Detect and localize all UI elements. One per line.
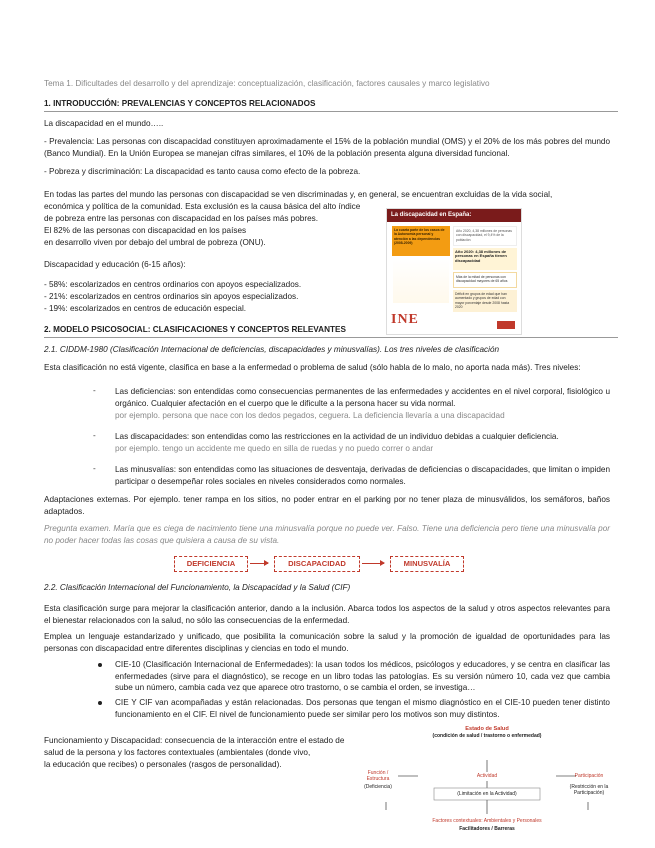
discrimination-line-3: de pobreza entre las personas con discapacidad en los países más pobres. [44,214,318,223]
ine-badge [497,321,515,329]
cif-participation-sub: (Restricción en la Participación) [569,784,609,796]
funcionamiento-line-2: salud de la persona y los factores contextuales (ambientales (donde vivo, [44,748,311,757]
dash-bullet: - [93,464,96,473]
infographic-illustration [393,259,449,303]
education-item: - 19%: escolarizados en centros de educación especial. [44,304,247,313]
infographic-card: La cuarta parte de los casos de la Autonomía personal y atención a las dependencias (2008-2009) [392,226,450,256]
cif-activity: Actividad [476,773,498,779]
infographic-card: Más de la mitad de personas con discapacidad mayores de 65 años [453,272,517,288]
section-1-title: 1. INTRODUCCIÓN: PREVALENCIAS Y CONCEPTOS RELACIONADOS [44,99,316,108]
flow-arrow [362,563,384,564]
flow-minusvalia: MINUSVALÍA [390,556,464,572]
section-1-rule [44,111,618,112]
dash-bullet: - [93,431,96,440]
infographic-card: Año 2020: 4,38 millones de personas en España tienen discapacidad [453,248,517,270]
page-header: Tema 1. Dificultades del desarrollo y del aprendizaje: conceptualización, clasificación, factores causales y marco legislativo [44,79,490,88]
section-2-rule [44,337,618,338]
cif-context-factors: Factores contextuales: Ambientales y Personales [432,818,542,824]
discapacidades-example: por ejemplo. tengo un accidente me quedo en silla de ruedas y no puedo correr o andar [115,444,434,453]
ine-infographic [386,208,522,335]
cif-diagram [358,726,616,844]
section-1-intro: La discapacidad en el mundo….. [44,119,164,128]
cie-cif-text: CIE Y CIF van acompañadas y están relacionadas. Dos personas que tengan el mismo diagnóstico en el CIE-10 pueden tener distinto funcionamiento en el CIF. El nivel de funcionamiento puede ser similar pero los motivos son muy distintos. [115,698,610,719]
deficiencias-text: Las deficiencias: son entendidas como consecuencias permanentes de las enfermedades y accidentes en el nivel corporal, fisiológico u orgánico. Cualquier afectación en el cuerpo que le dificulte a la persona hacer su vida normal. [115,387,610,408]
discapacidades-text: Las discapacidades: son entendidas como las restricciones en la actividad de un individuo debidas a cualquier deficiencia. [115,432,559,441]
cif-participation: Participación [574,773,604,779]
cie10-text: CIE-10 (Clasificación Internacional de Enfermedades): la usan todos los médicos, psicólogos y educadores, y se centra en clasificar las enfermedades (sirve para el diagnóstico), se recoge en un libro todas las patologías. Es su versión número 10, cada vez que cambia sube un número, cambia cada vez que aparece otro trastorno, o se cambia el orden, se investiga… [115,660,610,693]
cif-context-sub: Facilitadores / Barreras [459,826,515,832]
ine-logo: INE [391,312,419,327]
subsection-2-1-title: 2.1. CIDDM-1980 (Clasificación Internacional de deficiencias, discapacidades y minusvalías). Los tres niveles de clasificación [44,345,500,354]
education-item: - 58%: escolarizados en centros ordinarios con apoyos especializados. [44,280,302,289]
flow-arrow [250,563,268,564]
pobreza-paragraph: - Pobreza y discriminación: La discapacidad es tanto causa como efecto de la pobreza. [44,167,361,176]
cif-health-state-sub: (condición de salud / trastorno o enfermedad) [432,733,542,739]
adaptaciones-text: Adaptaciones externas. Por ejemplo. tener rampa en los sitios, no poder entrar en el parking por no tener plaza de minusválidos, los semáforos, baños adaptados. [44,495,610,516]
subsection-2-1-text: Esta clasificación no está vigente, clasifica en base a la enfermedad o problema de salud (sólo habla de lo malo, no aporta nada más). Tres niveles: [44,363,581,372]
funcionamiento-line-3: la educación que recibes) o personales (rasgos de personalidad). [44,760,282,769]
section-2-title: 2. MODELO PSICOSOCIAL: CLASIFICACIONES Y CONCEPTOS RELEVANTES [44,325,346,334]
discrimination-line-2: económica y política de la comunidad. Esta exclusión es la causa básica del alto índice [44,202,361,211]
discrimination-line-1: En todas las partes del mundo las personas con discapacidad se ven discriminadas y, en general, se encuentran excluidas de la vida social, [44,190,553,199]
education-item: - 21%: escolarizados en centros ordinarios sin apoyos especializados. [44,292,299,301]
flow-deficiencia: DEFICIENCIA [174,556,248,572]
subsection-2-2-text: Esta clasificación surge para mejorar la clasificación anterior, dando a la inclusión. Abarca todos los aspectos de la salud y otros aspectos relevantes para el bienestar relacionados con la salud, no sólo las consecuencias de la enfermedad. [44,604,610,625]
dash-bullet: - [93,386,96,395]
cif-activity-sub: (Limitación en la Actividad) [457,791,517,797]
subsection-2-2-title: 2.2. Clasificación Internacional del Funcionamiento, la Discapacidad y la Salud (CIF) [44,583,351,592]
subsection-2-2-text-2: Emplea un lenguaje estandarizado y unificado, que posibilita la comunicación sobre la salud y la promoción de igualdad de oportunidades para las personas con discapacidad entre diferentes disciplinas y ciencias en todo el mundo. [44,632,610,653]
infographic-card: Año 2020, 4,38 millones de personas con discapacidad, el 9,4% de la población [453,226,517,246]
funcionamiento-line-1: Funcionamiento y Discapacidad: consecuencia de la interacción entre el estado de [44,736,345,745]
exam-question-text: Pregunta examen. María que es ciega de nacimiento tiene una minusvalía porque no puede ver. Falso. Tiene una deficiencia pero tiene una minusvalía por no poder hacer todas las cosas que quisiera a causa de su vista. [44,524,610,545]
education-title: Discapacidad y educación (6-15 años): [44,260,186,269]
deficiencias-example: por ejemplo. persona que nace con los dedos pegados, ceguera. La deficiencia llevaría a una discapacidad [115,411,505,420]
discrimination-line-5: en desarrollo viven por debajo del umbral de pobreza (ONU). [44,238,266,247]
bullet-dot [98,663,102,667]
cif-function: Función / Estructura [366,770,390,782]
prevalencia-paragraph: - Prevalencia: Las personas con discapacidad constituyen aproximadamente el 15% de la población mundial (OMS) y el 20% de los más pobres del mundo (Banco Mundial). En la Unión Europea se manejan cifras similares, el 10% de la población presenta alguna diversidad funcional. [44,137,610,158]
bullet-dot [98,701,102,705]
discrimination-line-4: El 82% de las personas con discapacidad en los países [44,226,247,235]
flow-discapacidad: DISCAPACIDAD [274,556,360,572]
infographic-card: Déficit en grupos de edad que han aumentado y grupos de edad con mayor porcentaje desde 2008 hasta 2020 [453,290,517,312]
cif-health-state: Estado de Salud [465,726,509,732]
infographic-title: La discapacidad en España: [387,209,521,222]
cif-function-sub: (Deficiencia) [364,784,392,790]
minusvalias-text: Las minusvalías: son entendidas como las situaciones de desventaja, derivadas de deficiencias o discapacidades, que limitan o impiden participar o desempeñar roles sociales en niveles considerados como normales. [115,465,610,486]
